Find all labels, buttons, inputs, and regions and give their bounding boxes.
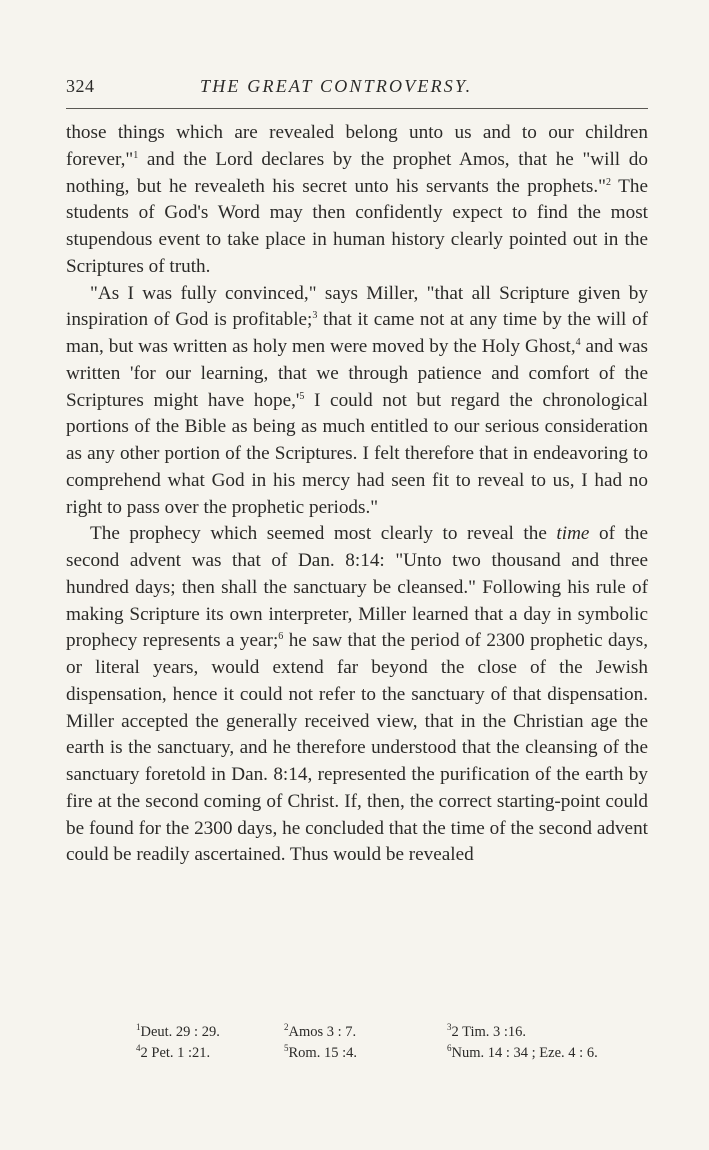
footnote-6: $^6$Num. 14 : 34 ; Eze. 4 : 6. (447, 1043, 598, 1061)
footnotes (66, 1022, 648, 1064)
footnote-4: $^4$2 Pet. 1 :21. (136, 1043, 211, 1061)
footnote-row (66, 1022, 648, 1043)
body-text (66, 120, 648, 869)
footnote-1: $^1$Deut. 29 : 29. (136, 1022, 220, 1040)
paragraph-2: "As I was fully convinced," says Miller, "that all Scripture given by inspiration of God is profitable;$^3$ that it came not at any time by the will of man, but was written as holy men were moved by the Holy Ghost,$^4$ and was written 'for our learning, that we through patience and comfort of the Scriptures might have $hope,'^5$ I could not but regard the chronological portions of the Bible as being as much entitled to our serious consideration as any other portion of the Scriptures. I felt therefore that in endeavoring to comprehend what God in his mercy had seen fit to reveal to us, I had no right to pass over the prophetic periods." (66, 282, 648, 518)
paragraph-3: The prophecy which seemed most clearly to reveal the time of the second advent was that of Dan. 8:14: "Unto two thousand and three hundred days; then shall the sanctuary be cleansed." Following his rule of making Scripture its own interpreter, Miller learned that a day in symbolic prophecy represents a year;$^6$ he saw that the period of 2300 prophetic days, or literal years, would extend far beyond the close of the Jewish dispensation, hence it could not refer to the sanctuary of that dispensation. Miller accepted the generally received view, that in the Christian age the earth is the sanctuary, and he therefore understood that the cleansing of the sanctuary foretold in Dan. 8:14, represented the purification of the earth by fire at the second coming of Christ. If, then, the correct starting-point could be found for the 2300 days, he concluded that the time of the second advent could be readily ascertained. Thus would be revealed (66, 523, 648, 866)
paragraph-1: those things which are revealed belong unto us and to our children forever,"$^1$ and the Lord declares by the prophet Amos, that he "will do nothing, but he revealeth his secret unto his servants the prophets."$^2$ The students of God's Word may then confidently expect to find the most stupendous event to take place in human history clearly pointed out in the Scriptures of truth. (66, 122, 648, 277)
header-rule (66, 108, 648, 109)
running-title: THE GREAT CONTROVERSY. (200, 76, 473, 96)
footnote-marker: 3 (312, 310, 318, 322)
footnote-2: $^2$Amos 3 : 7. (284, 1022, 357, 1040)
footnote-row (66, 1043, 648, 1064)
footnote-marker: 4 (575, 337, 581, 348)
page-header (66, 76, 648, 102)
footnote-marker: 1 (133, 149, 139, 161)
page-number: 324 (66, 76, 95, 96)
footnote-3: $^3$2 Tim. 3 :16. (447, 1022, 527, 1040)
footnote-5: $^5$Rom. 15 :4. (284, 1043, 357, 1061)
footnote-marker: 2 (606, 176, 612, 188)
footnote-marker: 5 (299, 390, 305, 402)
footnote-marker: 6 (278, 631, 284, 643)
